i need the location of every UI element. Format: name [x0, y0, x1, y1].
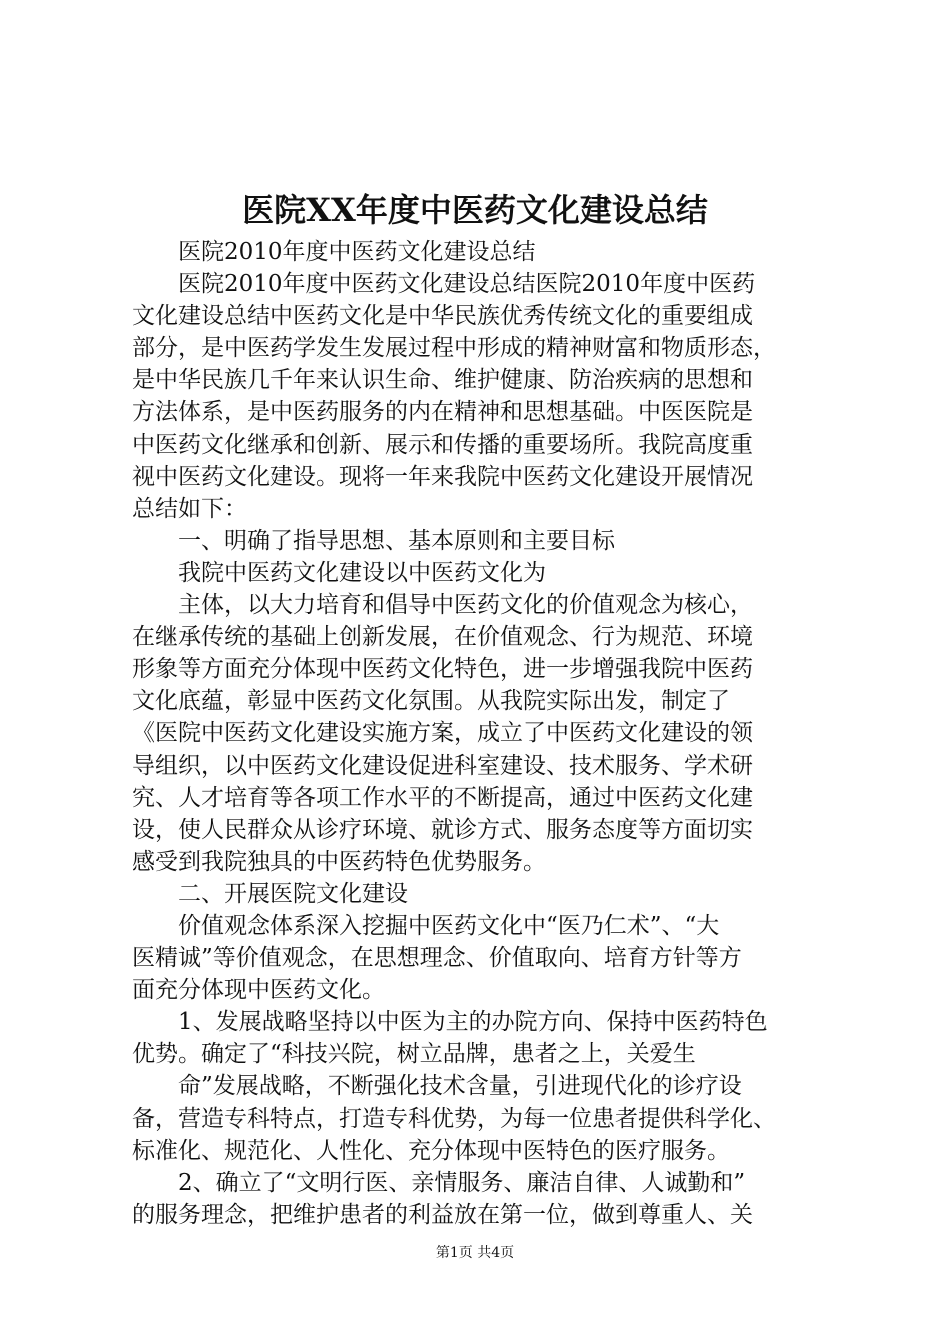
- body-line: 命”发展战略，不断强化技术含量，引进现代化的诊疗设: [132, 1073, 742, 1100]
- body-line: 我院中医药文化建设以中医药文化为: [132, 559, 546, 586]
- body-line: 标准化、规范化、人性化、充分体现中医特色的医疗服务。: [132, 1137, 730, 1164]
- body-line: 医精诚”等价值观念，在思想理念、价值取向、培育方针等方: [132, 945, 742, 972]
- body-line: 价值观念体系深入挖掘中医药文化中“医乃仁术”、“大: [132, 912, 720, 939]
- body-line: 备，营造专科特点，打造专科优势，为每一位患者提供科学化、: [132, 1105, 776, 1132]
- body-line: 《医院中医药文化建设实施方案，成立了中医药文化建设的领: [132, 720, 753, 747]
- body-line: 优势。确定了“科技兴院，树立品牌，患者之上，关爱生: [132, 1041, 696, 1068]
- body-line: 一、明确了指导思想、基本原则和主要目标: [132, 527, 615, 554]
- body-line: 医院2010年度中医药文化建设总结: [132, 239, 536, 265]
- body-line: 在继承传统的基础上创新发展，在价值观念、行为规范、环境: [132, 624, 753, 651]
- body-line: 医院2010年度中医药文化建设总结医院2010年度中医药: [132, 271, 756, 298]
- body-line: 中医药文化继承和创新、展示和传播的重要场所。我院高度重: [132, 431, 753, 458]
- body-line: 究、人才培育等各项工作水平的不断提高，通过中医药文化建: [132, 784, 753, 811]
- body-line: 部分，是中医药学发生发展过程中形成的精神财富和物质形态，: [132, 335, 776, 362]
- body-line: 视中医药文化建设。现将一年来我院中医药文化建设开展情况: [132, 463, 753, 490]
- body-line: 形象等方面充分体现中医药文化特色，进一步增强我院中医药: [132, 656, 753, 683]
- body-line: 是中华民族几千年来认识生命、维护健康、防治疾病的思想和: [132, 367, 753, 394]
- body-line: 导组织，以中医药文化建设促进科室建设、技术服务、学术研: [132, 752, 753, 779]
- body-line: 2、确立了“文明行医、亲情服务、廉洁自律、人诚勤和”: [132, 1169, 746, 1196]
- document-title: 医院XX年度中医药文化建设总结: [242, 191, 708, 229]
- body-line: 文化底蕴，彰显中医药文化氛围。从我院实际出发，制定了: [132, 688, 730, 715]
- body-line: 的服务理念，把维护患者的利益放在第一位，做到尊重人、关: [132, 1201, 753, 1228]
- page-footer: 第1页 共4页: [435, 1245, 515, 1261]
- document-body: [132, 236, 832, 1231]
- body-line: 设，使人民群众从诊疗环境、就诊方式、服务态度等方面切实: [132, 816, 753, 843]
- body-line: 感受到我院独具的中医药特色优势服务。: [132, 848, 546, 875]
- body-line: 主体，以大力培育和倡导中医药文化的价值观念为核心，: [132, 592, 753, 619]
- body-line: 1、发展战略坚持以中医为主的办院方向、保持中医药特色: [132, 1009, 768, 1036]
- body-line: 二、开展医院文化建设: [132, 880, 408, 907]
- body-line: 方法体系，是中医药服务的内在精神和思想基础。中医医院是: [132, 399, 753, 426]
- body-line: 总结如下：: [132, 495, 247, 522]
- body-line: 文化建设总结中医药文化是中华民族优秀传统文化的重要组成: [132, 303, 753, 330]
- body-line: 面充分体现中医药文化。: [132, 977, 385, 1004]
